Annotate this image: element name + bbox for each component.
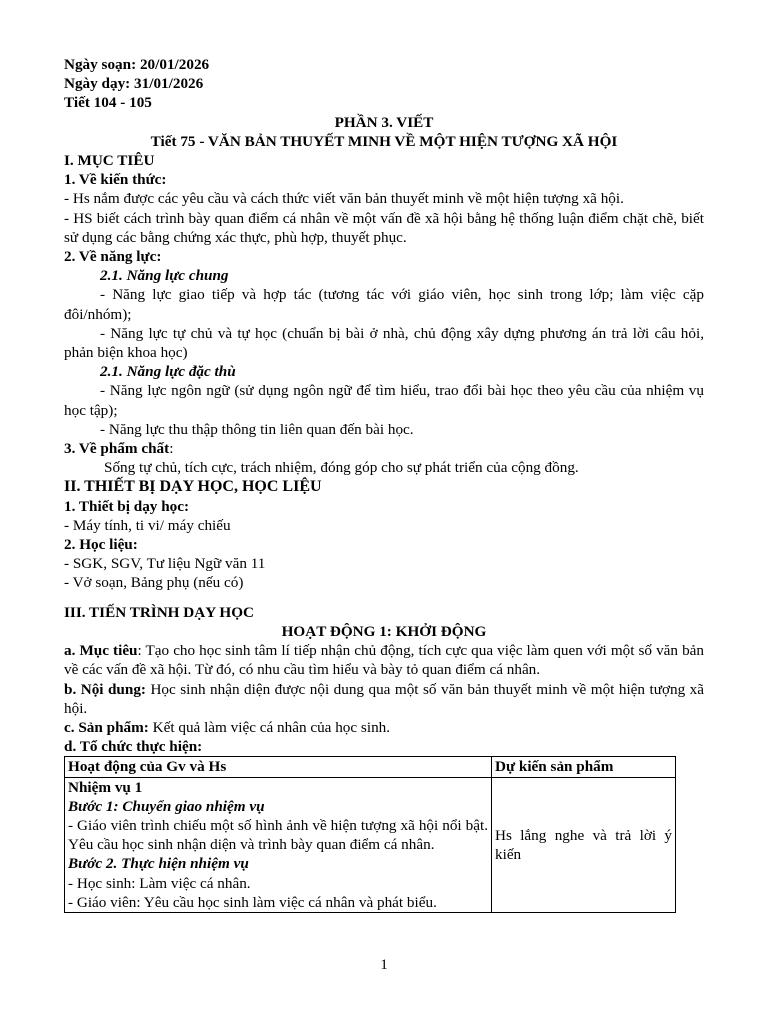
part-title: PHẦN 3. VIẾT [334,113,434,131]
document-body [64,55,704,913]
quality-text: Sống tự chủ, tích cực, trách nhiệm, đóng góp cho sự phát triển của cộng đồng. [104,459,579,477]
table-header-row [65,757,676,777]
quality-heading: 3. Về phẩm chất [64,440,170,458]
knowledge-heading: 1. Về kiến thức: [64,171,167,189]
objective-line [64,641,704,679]
step1-label: Bước 1: Chuyển giao nhiệm vụ [68,797,265,815]
period-number: Tiết 104 - 105 [64,94,152,112]
step1-text: - Giáo viên trình chiếu một số hình ảnh về hiện tượng xã hội nổi bật. Yêu cầu học sinh nhận diện và trình bày quan điểm cá nhân. [68,816,488,854]
product-line [64,718,704,737]
specific-ability-heading: 2.1. Năng lực đặc thù [100,363,236,381]
product-label: c. Sản phẩm: [64,718,149,736]
teach-date: Ngày dạy: 31/01/2026 [64,75,204,93]
activity-table [64,756,676,913]
specific-ability-item: - Năng lực ngôn ngữ (sử dụng ngôn ngữ để tìm hiểu, trao đổi bài học theo yêu cầu của nhiệm vụ học tập); [64,382,704,419]
objective-label: . Mục tiêu [71,642,138,660]
equipment-item: - Máy tính, ti vi/ máy chiếu [64,516,231,534]
activity-title: HOẠT ĐỘNG 1: KHỞI ĐỘNG [281,622,487,640]
content-line [64,680,704,718]
table-row [65,777,676,912]
product-text: Kết quả làm việc cá nhân của học sinh. [148,718,391,736]
specific-ability-item: - Năng lực thu thập thông tin liên quan đến bài học. [100,420,414,438]
quality-heading-line [64,439,704,458]
knowledge-item: - HS biết cách trình bày quan điểm cá nhân về một vấn đề xã hội bằng hệ thống luận điểm chặt chẽ, biết sử dụng các bằng chứng xác thực, phù hợp, thuyết phục. [64,209,704,246]
table-header-product: Dự kiến sản phẩm [492,757,676,777]
ability-heading: 2. Về năng lực: [64,248,162,266]
task-label: Nhiệm vụ 1 [68,778,143,796]
process-heading: III. TIẾN TRÌNH DẠY HỌC [64,603,255,621]
content-label: b. Nội dung: [64,680,146,698]
materials-heading: 2. Học liệu: [64,536,138,554]
general-ability-item: - Năng lực giao tiếp và hợp tác (tương tác với giáo viên, học sinh trong lớp; làm việc cặp đôi/nhóm); [64,286,704,323]
table-cell-product [492,777,676,912]
prep-date: Ngày soạn: 20/01/2026 [64,56,210,73]
materials-item: - Vở soạn, Bảng phụ (nếu có) [64,574,244,592]
lesson-title: Tiết 75 - VĂN BẢN THUYẾT MINH VỀ MỘT HIỆN TƯỢNG XÃ HỘI [150,132,618,150]
objectives-heading: I. MỤC TIÊU [64,152,155,170]
content-text: Học sinh nhận diện được nội dung qua một số văn bản thuyết minh về một hiện tượng xã hội. [64,680,704,717]
spacer [64,593,704,603]
page-number: 1 [380,956,388,973]
step2-label: Bước 2. Thực hiện nhiệm vụ [68,855,249,873]
materials-item: - SGK, SGV, Tư liệu Ngữ văn 11 [64,555,266,573]
equipment-heading: 1. Thiết bị dạy học: [64,497,190,515]
table-cell-activities [65,777,492,912]
quality-colon: : [169,440,174,458]
general-ability-item: - Năng lực tự chủ và tự học (chuẩn bị bài ở nhà, chủ động xây dựng phương án trả lời câu hỏi, phản biện khoa học) [64,324,704,362]
step2-item: - Giáo viên: Yêu cầu học sinh làm việc cá nhân và phát biểu. [68,893,437,911]
general-ability-heading: 2.1. Năng lực chung [100,267,229,285]
organization-label: d. Tổ chức thực hiện: [64,738,203,756]
step2-item: - Học sinh: Làm việc cá nhân. [68,874,251,892]
table-header-activities: Hoạt động của Gv và Hs [65,757,492,777]
objective-label-a: a [64,642,72,660]
objective-text: : Tạo cho học sinh tâm lí tiếp nhận chủ động, tích cực qua việc làm quen với một số văn bản về các vấn đề xã hội. Từ đó, có nhu cầu tìm hiểu và bày tỏ quan điểm cá nhân. [64,642,704,679]
knowledge-item: - Hs nắm được các yêu cầu và cách thức viết văn bản thuyết minh về một hiện tượng xã hội. [64,190,624,208]
expected-product: Hs lắng nghe và trả lời ý kiến [495,826,672,863]
equipment-section-heading: II. THIẾT BỊ DẠY HỌC, HỌC LIỆU [64,478,322,496]
